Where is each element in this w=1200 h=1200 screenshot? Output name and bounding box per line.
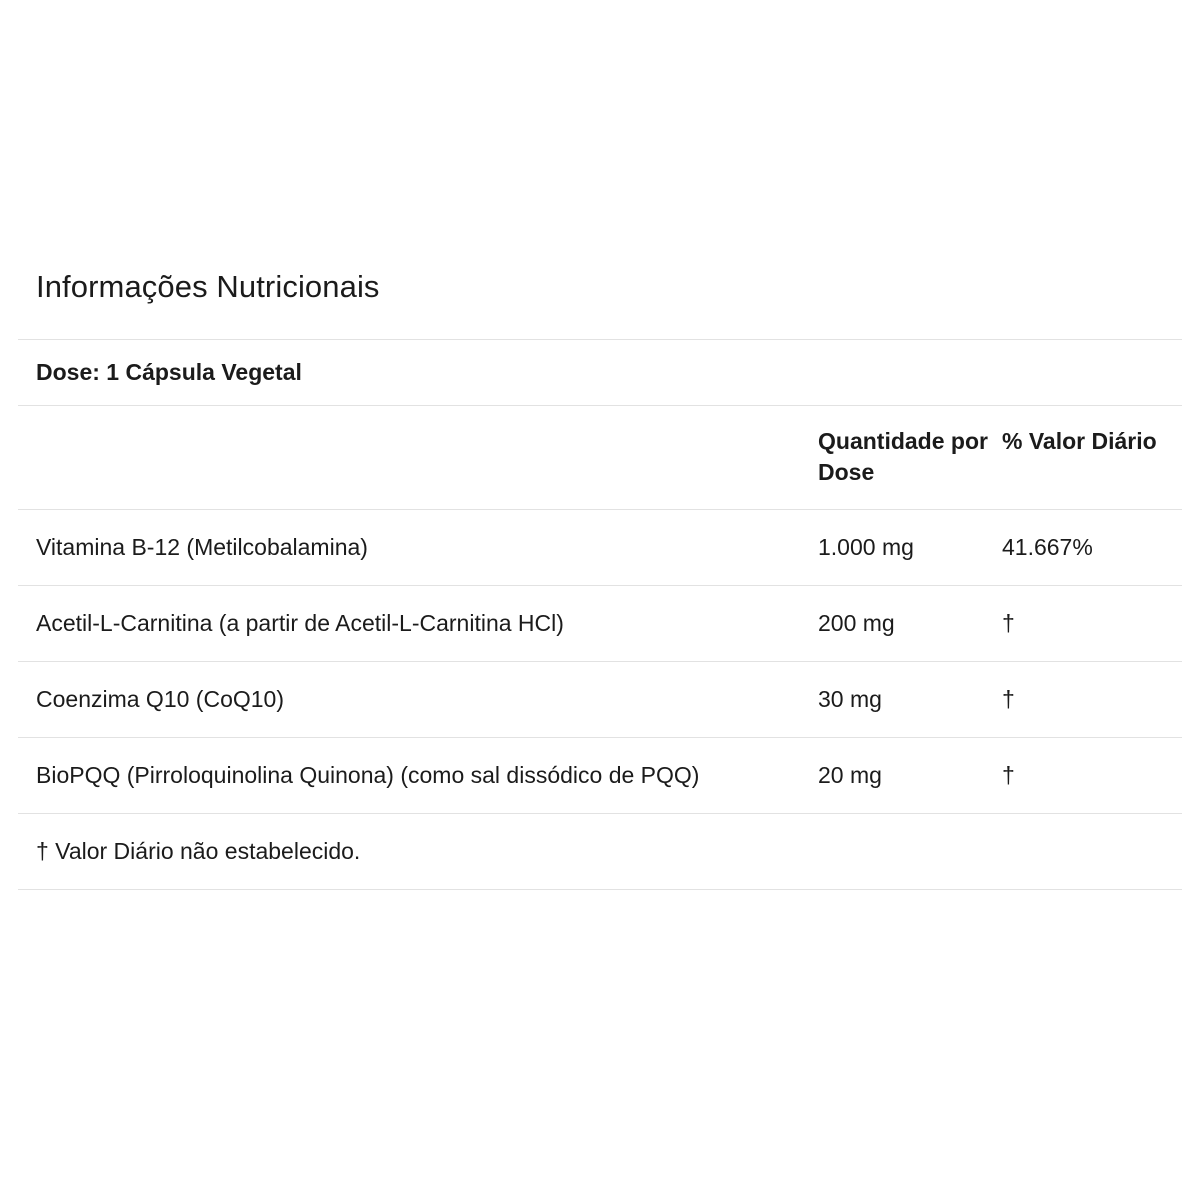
table-row — [18, 662, 1182, 738]
nutrition-table — [18, 406, 1182, 814]
nutrient-amount: 200 mg — [818, 586, 1002, 662]
table-header-row — [18, 406, 1182, 510]
daily-value-footnote: † Valor Diário não estabelecido. — [18, 814, 1182, 890]
table-row — [18, 738, 1182, 814]
nutrient-daily-value: † — [1002, 662, 1182, 738]
column-header-amount-per-serving: Quantidade por Dose — [818, 406, 1002, 510]
nutrient-daily-value: † — [1002, 586, 1182, 662]
nutrient-name: Acetil-L-Carnitina (a partir de Acetil-L-Carnitina HCl) — [18, 586, 818, 662]
table-body — [18, 510, 1182, 814]
table-row — [18, 510, 1182, 586]
column-header-nutrient — [18, 406, 818, 510]
page-title: Informações Nutricionais — [36, 269, 380, 304]
table-row — [18, 586, 1182, 662]
nutrition-facts-panel — [18, 268, 1182, 890]
nutrient-daily-value: † — [1002, 738, 1182, 814]
column-header-daily-value: % Valor Diário — [1002, 406, 1182, 510]
nutrient-daily-value: 41.667% — [1002, 510, 1182, 586]
nutrient-name: Vitamina B-12 (Metilcobalamina) — [18, 510, 818, 586]
nutrient-amount: 1.000 mg — [818, 510, 1002, 586]
table-header — [18, 406, 1182, 510]
nutrient-amount: 20 mg — [818, 738, 1002, 814]
nutrient-name: Coenzima Q10 (CoQ10) — [18, 662, 818, 738]
nutrient-name: BioPQQ (Pirroloquinolina Quinona) (como sal dissódico de PQQ) — [18, 738, 818, 814]
serving-size-row: Dose: 1 Cápsula Vegetal — [36, 359, 302, 386]
nutrient-amount: 30 mg — [818, 662, 1002, 738]
